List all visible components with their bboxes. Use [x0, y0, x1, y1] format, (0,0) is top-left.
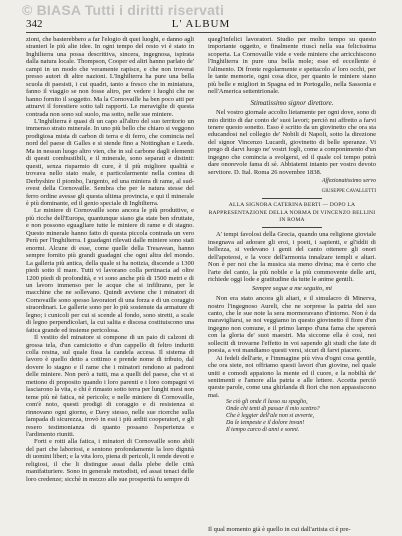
page-header	[26, 18, 376, 32]
paragraph: Non era stato ancora gli altari, e il simulacro di Minerva, nostro l'ingegnoso Aureli, che ne sorprese la patria del suo canto, che le sue note la sera mormoravano d'intorno. Non è da maravigliarsi, se noi veggiamo in questo giovinetto il fiore d'un ingegno non comune, e il primo lampo d'una fama che spererà con la gloria de' suoi maestri. Ma siccome ella è così, noi solleciti di trovarne l'effetto in voi sapendo gli studi che fate di poesia, a voi mandiamo questi versi, sicuri di farvi piacere.	[208, 295, 376, 355]
paragraph: zioni, che basterebbero a far l'elogio di quei luoghi, e danno agli stranieri le più alte idee. In ogni tempo del resto vi è stato in Inghilterra una possa descrittiva, sincera, ingegnosa, ispirata dalla natura locale. Thompson, Cooper ed altri hanno parlato de' campi in un modo che veramente rapisce, e che non troverai presso autori di altre nazioni. L'Inghilterra ha pure una bella scuola di paesisti, i cui quadri, tanto a fresco che in miniatura, fanno il viaggio se non fosse altro, per vedere i luoghi che ne hanno fornito il soggetto. Ma la Cornovaille ha ben poco atti per attrarvi il forestiere sotto tali rapporti. Le meraviglie di questa contrada non sono sul suolo, ma sotto, nelle sue miniere.	[26, 36, 194, 118]
verse-block	[208, 399, 376, 434]
paragraph: quegl'infelici lavoratori. Studio per molto tempo su questo importante oggetto, e finalmente riuscì nella sua felicissima scoperta. La Cornovaille vide e vede miniere che arricchiscono l'Inghilterra in pure una bella mole; esse ed eccellente è l'alimento. Di fronte regolarmente e spettacolo a' loro occhi, per le tante memorie, ogni cosa dice, per quanto le miniere siano più belle e migliori in Spagna ed in Portogallo, nella Sassonia e nell'America settentrionale.	[208, 36, 376, 96]
paragraph: L'Inghilterra è quasi di un capo all'altro del suo territorio un immenso strato minerale. In uno più bello che chiaro si veggono prodigiosa mista di carbon di terra e di ferro, che comincia nel nord del paese di Galles e si stende fino a Nottinghan e Leeds. Ma in nessun luogo altro vien, che in sul carbone dagli elementi di questi combustibili, e il minerale, sono separati e distinti: questi, senza risparmio di cure, è il più migliore qualità e trovava nello stato reale, e particolarmente nella contea di Derbyshire il piombo, l'argento, ed una miniera di rame, al sud-ovest della Cornovaille. Sembra che per le natura stesse del ferro ordine avesse gli questa ultima provincia, e qui il minerale è più dominante, ed il genio speciale di Inghilterra.	[26, 117, 194, 207]
page-number: 342	[26, 18, 43, 30]
epigraph: Sempre segue a me seguito, mi	[252, 284, 332, 292]
poem-body: A' tempi favolosi della Grecia, quando una religione gioviale insegnava ad adorare gli eroi, i poeti, i sapienti, e gl'iddii di bellezza, si vedevano i genii del canto ottenere gli onori dell'apoteosi, e la voce dell'armonia innalzare templi e altari. Non è per noi che la musica sia meno divina; ma è certo che l'arte del canto, la più nobile e la più commovente delle arti, richiede oggi lode e gratitudine da tutte le anime gentili.	[208, 231, 376, 284]
right-column	[208, 36, 376, 434]
section-title: Stimatissimo signor direttore.	[250, 98, 334, 107]
signature-line: Affezionatissimo servo	[321, 178, 376, 185]
paragraph: Ai fedeli dell'arte, e l'immagine più viva d'ogni cosa gentile, che ora siete, noi offriamo questi lavori d'un giovine, nel quale uniti e comodi appaiono la mente ed il cuore, e la nobiltà de' sentimenti e l'amore alla patria e alle lettere. Accetta perciò queste parole, come una ghirlanda di fiori che non appassiscono mai.	[208, 354, 376, 399]
signature-name: GIUSEPPE CAVALLETTI	[321, 188, 376, 194]
paragraph: Forti e rotti alla fatica, i minatori di Cornovaille sono abili del pari che laboriosi, e sentono profondamente la loro dignità di uomini liberi; e la vita loro, piena di pericoli, li rende devoti e religiosi, il che li distingue assai dalla plebe delle città manifatturiere. Sono in generale metodisti, ed assai tenaci delle loro credenze; sicchè in mezzo alle sue prosperità fu sempre di	[26, 438, 194, 483]
verse-line: Onde chi tenti di passar il mio scettro?	[226, 406, 320, 413]
header-rule	[26, 32, 376, 33]
verse-line: Il tempo carco di anni e sonni.	[226, 427, 300, 434]
letter-text: Nel vostro giornale accolto lietamente per ogni dove, sono di mio diritto di dar conto de' suoi lavori; perciò mi affretto a farvi tenere questo sonetto. Esso è scritto da un giovinetto che ora sta educandosi nel collegio de' Nobili di Napoli, sotto la direzione del signor Vincenzo Lucardi, giovinetto di belle speranze. Vi prego di darvi luogo ne' vostri fogli, come a componimento d'un ingegno che comincia a svolgersi, ed il quale col tempo potrà dare onorevole fama di sè. Abbiatemi intanto per vostro devoto servitore. D. Ital. Roma 26 novembre 1838.	[208, 109, 376, 176]
verse-line: Da le tempeste e il dolore invan!	[226, 420, 305, 427]
watermark: © BIASA Tutti i diritti riservati	[22, 2, 225, 18]
verse-line: Che è leggier dell'ale non si avverte,	[226, 413, 315, 420]
left-column	[26, 36, 194, 483]
verse-line: Se ciò gli onde il lusso su spaglio,	[226, 399, 308, 406]
divider	[262, 198, 322, 199]
paragraph: Le miniere di Cornovaille sono ancora le più produttive, e più ricche dell'Europa, quantunque siano gia state ben sfruttate, e non possono eguagliare tutte le miniere di rame e di stagno. Questo minerale hanno fatto di questa piccola contrada un vero Perù per l'Inghilterra. I guadagni rilevati dalle miniere sono stati enormi. Alcune di esse, come quelle della Tresavean, hanno sempre fornito più grandi guadagni che ogni altra del mondo. La galleria più antica, della quale si ha notizia, discende a 1300 piedi sotto il mare. Tutti vi lavorano colla pertinacia ad oltre 1200 piedi di profondità, e vi sono anche più di 1500 metri e di un lavoro immenso per le acque che si infiltrano, per le macchine che ne sollevano. Quindi avviene che i minatori di Cornovaille sono spesso lavoratori di una forza e di un coraggio straordinari. Le gallerie sono per lo più sostenute da armature di legno; i cunicoli per cui si scende al fondo, sono stretti, a scale di legno perpendicolari, la cui salita e discesa costituiscono una fatica grande ed insieme pericolosa.	[26, 207, 194, 334]
divider	[262, 227, 322, 228]
poem-heading: ALLA SIGNORA CATERINA BERTI — DOPO LA RAPPRESENTAZIONE DELLA NORMA DI VINCENZO BELLINI IN ROMA	[208, 202, 376, 223]
bottom-line: Il qual momento già è quello in cui dall'artista ci è pre-	[208, 526, 351, 533]
running-title: L' ALBUM	[171, 18, 231, 30]
paragraph: Il vestito del minatore si compone di un paio di calzoni di grossa tela, d'un camiciotto e d'un cappello di feltro induriti colla resina, sul quale fissa la candela accesa. Il sistema di lavoro è quello detto a cottimo e prende nome di tributo, dal dovere lo stagno e il rame che i minatori rendono ai padroni delle miniere. Non però a tutti, ma a quelli del paese, che vi si mettono di proposito quando i loro parenti e i loro compagni vi lasciarono la vita, e chi è rimasto sotto terra per lunghi mesi non teme più nè fatica, nè pericolo; e nelle miniere di Cornovaille, com'è noto, questi prodigi di coraggio e di resistenza si rinnovano ogni giorno, e Davy stesso, nelle sue ricerche sulla lampada di sicurezza, trovò in essi i più arditi cooperatori, e gli resero testimonianza di quanto possano l'esperienza e l'ardimento riuniti.	[26, 334, 194, 439]
